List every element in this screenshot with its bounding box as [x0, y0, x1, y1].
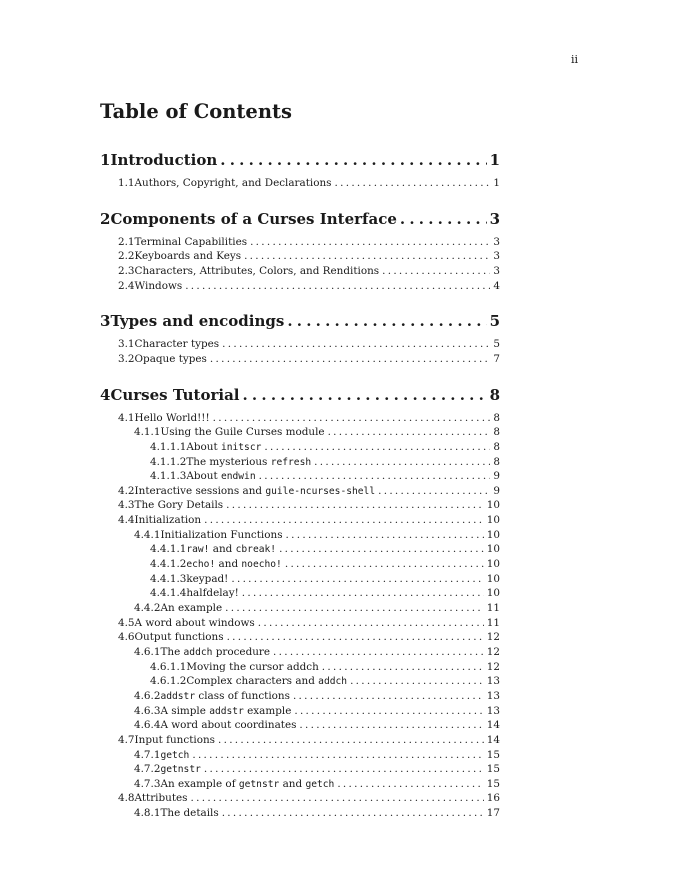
toc-dot-leader	[286, 528, 484, 542]
toc-entry-title	[135, 264, 380, 278]
toc-section-entry[interactable]	[118, 337, 500, 351]
toc-entry-title	[160, 689, 290, 704]
toc-section-entry[interactable]	[150, 455, 500, 469]
toc-text: Introduction	[110, 151, 218, 169]
toc-text: and	[215, 558, 242, 571]
toc-code-text: noecho!	[241, 559, 282, 571]
toc-page-number: 13	[486, 704, 500, 717]
toc-page-number: 12	[486, 645, 500, 658]
toc-dot-leader	[191, 791, 484, 805]
toc-text: example	[243, 704, 292, 717]
toc-entry-title	[160, 528, 282, 542]
toc-page-number: 17	[486, 807, 500, 820]
toc-entry-title	[186, 440, 261, 455]
toc-entry-number: 2.2	[118, 250, 135, 263]
toc-entry-number: 4.4	[118, 514, 135, 527]
toc-section-entry[interactable]	[118, 498, 500, 512]
toc-text: Characters, Attributes, Colors, and Renditions	[134, 264, 380, 277]
toc-section-entry[interactable]	[134, 425, 500, 439]
toc-dot-leader	[350, 674, 484, 688]
toc-code-text: addstr	[160, 690, 196, 702]
toc-entry-number: 4.4.1.3	[150, 572, 187, 585]
toc-entry-title	[135, 733, 215, 747]
toc-dot-leader	[378, 484, 490, 498]
toc-chapter-entry[interactable]	[100, 209, 500, 229]
toc-page-number: 15	[486, 777, 500, 790]
toc-code-text: echo!	[186, 559, 216, 571]
toc-entry-title	[186, 674, 347, 689]
toc-text: A word about windows	[134, 616, 255, 629]
toc-entry-number: 4.7.3	[134, 777, 161, 790]
toc-dot-leader	[227, 630, 484, 644]
toc-entry-title	[135, 616, 255, 630]
toc-page-number: 8	[493, 411, 500, 424]
toc-dot-leader	[273, 645, 484, 659]
toc-entry-title	[160, 748, 189, 763]
toc-entry-number: 4.6	[118, 631, 135, 644]
toc-section-entry[interactable]	[118, 513, 500, 527]
toc-text: keypad!	[186, 572, 229, 585]
toc-entry-title	[135, 513, 202, 527]
toc-entry-title	[186, 469, 255, 484]
toc-entry-number: 4.6.4	[134, 719, 161, 732]
toc-section-entry[interactable]	[150, 542, 500, 556]
toc-page-number: 14	[486, 719, 500, 732]
toc-entry-title	[160, 777, 334, 792]
toc-text: Keyboards and Keys	[134, 250, 242, 263]
toc-entry-title	[135, 176, 332, 190]
toc-text: Curses Tutorial	[110, 385, 240, 404]
toc-entry-title	[110, 209, 396, 229]
toc-page-number: 1	[489, 151, 500, 169]
toc-dot-leader	[337, 777, 483, 791]
toc-section-entry[interactable]	[150, 469, 500, 483]
toc-section-entry[interactable]	[134, 718, 500, 732]
toc-entry-title	[160, 601, 222, 615]
toc-code-text: addch	[318, 676, 348, 688]
toc-dot-leader	[322, 660, 484, 674]
toc-text: Authors, Copyright, and Declarations	[134, 177, 332, 189]
toc-section-entry[interactable]	[134, 601, 500, 615]
toc-entry-title	[160, 718, 296, 732]
toc-dot-leader	[299, 718, 483, 732]
toc-section-entry[interactable]	[134, 777, 500, 791]
toc-entry-number: 3	[100, 312, 111, 331]
toc-text: class of functions	[195, 689, 290, 702]
toc-page-number: 10	[486, 572, 500, 585]
toc-text: Hello World!!!	[134, 411, 210, 424]
toc-dot-leader	[220, 150, 486, 170]
toc-dot-leader	[258, 616, 484, 630]
toc-entry-title	[135, 352, 207, 366]
toc-page-number: 12	[486, 660, 500, 673]
toc-dot-leader	[314, 455, 490, 469]
toc-entry-number: 4.7.2	[134, 763, 161, 776]
toc-section-entry[interactable]	[150, 674, 500, 688]
toc-entry-title	[135, 249, 242, 263]
toc-section-entry[interactable]	[150, 586, 500, 600]
toc-text: Types and encodings	[110, 312, 285, 331]
toc-entry-title	[160, 762, 200, 777]
toc-dot-leader	[226, 498, 484, 512]
toc-entry-number: 4.8	[118, 792, 135, 805]
toc-entry-number: 3.2	[118, 352, 135, 365]
toc-text: procedure	[212, 645, 271, 658]
toc-entry-title	[186, 542, 276, 557]
toc-text: Components of a Curses Interface	[110, 209, 397, 228]
toc-dot-leader	[382, 264, 490, 278]
toc-page-number: 15	[486, 748, 500, 761]
toc-entry-number: 4.1.1.3	[150, 470, 187, 483]
toc-dot-leader	[225, 601, 484, 615]
toc-code-text: raw!	[186, 544, 210, 556]
toc-dot-leader	[264, 440, 490, 454]
toc-entry-title	[110, 385, 239, 405]
page-number: ii	[571, 53, 579, 66]
toc-page-number: 14	[486, 733, 500, 746]
toc-entry-number: 4.1.1.2	[150, 455, 187, 468]
toc-entry-title	[135, 337, 220, 351]
toc-entry-title	[160, 425, 324, 439]
toc-chapter-entry[interactable]	[100, 385, 500, 405]
toc-dot-leader	[244, 249, 490, 263]
toc-entry-number: 4.3	[118, 499, 135, 512]
toc-text: and	[279, 777, 306, 790]
toc-section-entry[interactable]	[134, 645, 500, 659]
toc-entry-title	[135, 630, 224, 644]
toc-dot-leader	[204, 513, 484, 527]
toc-code-text: getch	[305, 778, 335, 790]
toc-entry-number: 4	[100, 385, 111, 404]
toc-code-text: getnstr	[160, 764, 201, 776]
toc-entry-number: 4.4.1.1	[150, 543, 187, 556]
toc-entry-number: 4.7	[118, 733, 135, 746]
toc-entry-number: 4.6.1.1	[150, 660, 187, 673]
toc-section-entry[interactable]	[150, 660, 500, 674]
toc-entry-number: 4.6.2	[134, 689, 161, 702]
toc-section-entry[interactable]	[118, 411, 500, 425]
toc-dot-leader	[222, 806, 484, 820]
toc-dot-leader	[192, 748, 483, 762]
toc-chapter-entry[interactable]	[100, 311, 500, 331]
toc-entry-number: 2.3	[118, 264, 135, 277]
toc-page-number: 15	[486, 763, 500, 776]
toc-text: Opaque types	[134, 352, 207, 365]
toc-entry-number: 4.6.3	[134, 704, 161, 717]
toc-entry-number: 2.4	[118, 279, 135, 292]
toc-code-text: cbreak!	[235, 544, 277, 556]
toc-text: Interactive sessions and	[134, 484, 266, 497]
toc-text: Terminal Capabilities	[134, 235, 248, 248]
toc-code-text: getnstr	[238, 778, 280, 790]
toc-entry-number: 4.2	[118, 484, 135, 497]
toc-entry-title	[186, 557, 281, 572]
toc-page-number: 3	[493, 235, 500, 248]
toc-page-number: 11	[486, 616, 500, 629]
toc-page-number: 4	[493, 279, 500, 292]
toc-entry-title	[135, 279, 183, 293]
toc-entry-title	[135, 235, 248, 249]
toc-entry-title	[110, 311, 284, 331]
toc-text: The details	[160, 807, 219, 820]
toc-dot-leader	[204, 762, 484, 776]
toc-page-number: 8	[489, 385, 500, 404]
toc-entry-title	[110, 150, 217, 170]
toc-page-number: 1	[493, 177, 500, 189]
toc-page-number: 10	[486, 543, 500, 556]
toc-code-text: endwin	[220, 471, 256, 483]
toc-page-number: 5	[493, 338, 500, 351]
toc-text: An example	[160, 602, 223, 614]
toc-dot-leader	[335, 176, 491, 190]
toc-entry-title	[135, 484, 376, 499]
page-title: Table of Contents	[100, 100, 292, 123]
toc-page-number: 3	[493, 264, 500, 277]
toc-text: A word about coordinates	[160, 719, 297, 732]
toc-entry-title	[135, 411, 210, 425]
toc-text: Output functions	[134, 631, 224, 644]
toc-page-number: 10	[486, 499, 500, 512]
toc-section-entry[interactable]	[118, 235, 500, 249]
toc-entry-number: 2	[100, 209, 111, 228]
toc-entry-number: 4.1.1.1	[150, 440, 187, 453]
toc-page-number: 10	[486, 528, 500, 541]
toc-dot-leader	[250, 235, 490, 249]
toc-text: About	[186, 470, 221, 483]
toc-text: Initialization	[134, 514, 202, 527]
toc-page-number: 9	[493, 484, 500, 497]
toc-entry-title	[186, 660, 318, 674]
toc-entry-number: 4.6.1	[134, 645, 161, 658]
toc-page-number: 3	[493, 250, 500, 263]
toc-page-number: 10	[486, 514, 500, 527]
toc-page-number: 9	[493, 470, 500, 483]
toc-text: About	[186, 440, 221, 453]
toc-page-number: 8	[493, 440, 500, 453]
toc-text: Input functions	[134, 733, 215, 746]
toc-section-entry[interactable]	[134, 748, 500, 762]
toc-dot-leader	[259, 469, 491, 483]
toc-dot-leader	[293, 689, 484, 703]
toc-section-entry[interactable]	[134, 704, 500, 718]
toc-dot-leader	[218, 733, 484, 747]
toc-page-number: 7	[493, 352, 500, 365]
toc-entry-title	[160, 806, 218, 820]
toc-section-entry[interactable]	[150, 572, 500, 586]
toc-section-entry[interactable]	[118, 352, 500, 366]
table-of-contents	[100, 0, 500, 880]
toc-entry-title	[186, 586, 238, 600]
toc-dot-leader	[213, 411, 491, 425]
toc-text: Complex characters and	[186, 675, 319, 688]
toc-text: Using the Guile Curses module	[160, 426, 325, 439]
toc-section-entry[interactable]	[118, 484, 500, 498]
toc-page-number: 10	[486, 587, 500, 600]
toc-dot-leader	[287, 311, 486, 331]
toc-page-number: 13	[486, 675, 500, 688]
toc-dot-leader	[285, 557, 484, 571]
toc-entry-number: 4.7.1	[134, 748, 161, 761]
toc-page-number: 8	[493, 426, 500, 439]
toc-entry-number: 3.1	[118, 338, 135, 351]
toc-section-entry[interactable]	[134, 528, 500, 542]
toc-section-entry[interactable]	[118, 630, 500, 644]
toc-section-entry[interactable]	[150, 557, 500, 571]
toc-entry-title	[135, 498, 224, 512]
toc-code-text: refresh	[270, 456, 312, 468]
toc-page-number: 16	[486, 792, 500, 805]
toc-dot-leader	[242, 385, 486, 405]
toc-section-entry[interactable]	[118, 176, 500, 190]
toc-section-entry[interactable]	[118, 264, 500, 278]
toc-dot-leader	[185, 279, 490, 293]
toc-entry-title	[186, 572, 228, 586]
toc-entry-number: 4.4.1.4	[150, 587, 187, 600]
toc-dot-leader	[294, 704, 483, 718]
toc-dot-leader	[231, 572, 483, 586]
toc-dot-leader	[210, 352, 491, 366]
toc-entry-number: 4.8.1	[134, 807, 161, 820]
toc-section-entry[interactable]	[118, 616, 500, 630]
toc-section-entry[interactable]	[134, 689, 500, 703]
toc-entry-number: 1.1	[118, 177, 135, 189]
toc-entry-number: 4.4.2	[134, 602, 161, 614]
toc-page-number: 13	[486, 689, 500, 702]
toc-text: Character types	[134, 338, 220, 351]
toc-text: The Gory Details	[134, 499, 224, 512]
toc-dot-leader	[222, 337, 490, 351]
toc-section-entry[interactable]	[134, 762, 500, 776]
toc-text: The mysterious	[186, 455, 271, 468]
toc-code-text: addstr	[209, 705, 244, 717]
toc-section-entry[interactable]	[118, 791, 500, 805]
toc-page-number: 5	[489, 312, 500, 331]
toc-text: Moving the cursor addch	[186, 660, 319, 673]
toc-entry-number: 4.5	[118, 616, 135, 629]
toc-entry-title	[160, 704, 291, 719]
toc-dot-leader	[242, 586, 484, 600]
toc-dot-leader	[400, 209, 487, 229]
toc-entry-number: 4.1.1	[134, 426, 161, 439]
toc-code-text: getch	[160, 749, 190, 761]
toc-section-entry[interactable]	[118, 733, 500, 747]
toc-text: halfdelay!	[186, 587, 239, 600]
toc-entry-number: 1	[100, 151, 111, 169]
toc-entry-number: 4.4.1.2	[150, 558, 187, 571]
toc-entry-title	[135, 791, 188, 805]
toc-page-number: 10	[486, 558, 500, 571]
toc-section-entry[interactable]	[134, 806, 500, 820]
toc-chapter-entry[interactable]	[100, 150, 500, 170]
toc-dot-leader	[328, 425, 491, 439]
toc-text: Windows	[134, 279, 183, 292]
toc-section-entry[interactable]	[118, 279, 500, 293]
toc-entry-title	[160, 645, 270, 660]
toc-text: A simple	[160, 704, 210, 717]
toc-page-number: 11	[486, 602, 500, 614]
toc-text: Attributes	[134, 792, 188, 805]
toc-code-text: initscr	[220, 441, 262, 453]
toc-code-text: guile-ncurses-shell	[265, 485, 376, 497]
toc-text: Initialization Functions	[160, 528, 283, 541]
toc-entry-number: 4.4.1	[134, 528, 161, 541]
toc-section-entry[interactable]	[118, 249, 500, 263]
toc-entry-number: 4.1	[118, 411, 135, 424]
toc-entry-number: 2.1	[118, 235, 135, 248]
toc-page-number: 8	[493, 455, 500, 468]
toc-text: The	[160, 645, 184, 658]
toc-text: An example of	[160, 777, 239, 790]
toc-entry-title	[186, 455, 311, 470]
toc-dot-leader	[279, 542, 484, 556]
toc-code-text: addch	[183, 646, 213, 658]
toc-section-entry[interactable]	[150, 440, 500, 454]
toc-text: and	[209, 543, 236, 556]
toc-page-number: 12	[486, 631, 500, 644]
toc-page-number: 3	[489, 209, 500, 228]
toc-entry-number: 4.6.1.2	[150, 675, 187, 688]
